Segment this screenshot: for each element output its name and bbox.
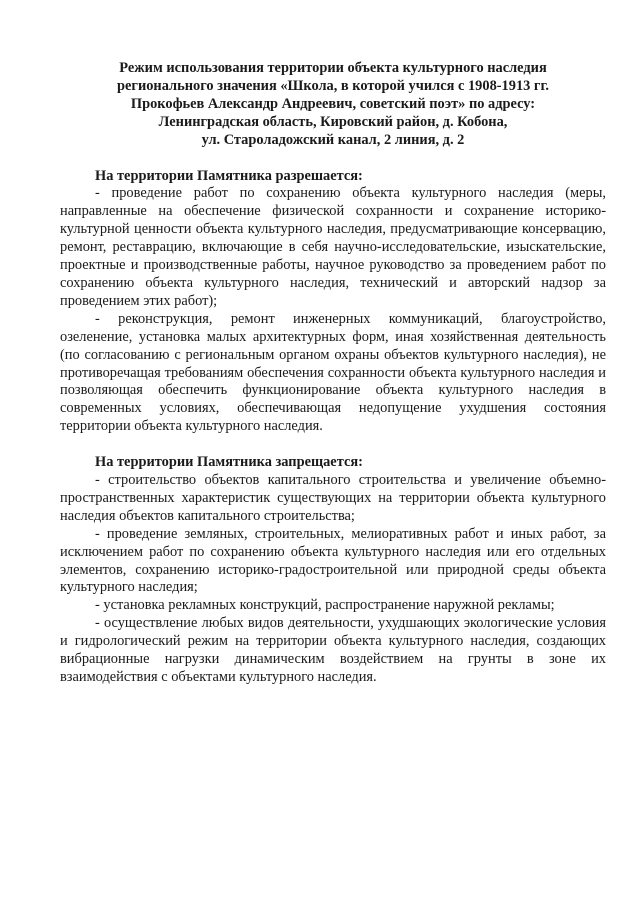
prohibited-section (60, 454, 606, 687)
prohibited-item: - осуществление любых видов деятельности, ухудшающих экологические условия и гидрологический режим на территории объекта культурного наследия, создающих вибрационные нагрузки динамическим воздействием на грунты в зоне их взаимодействия с объектами культурного наследия. (60, 615, 606, 685)
permitted-item: - реконструкция, ремонт инженерных коммуникаций, благоустройство, озеленение, установка малых архитектурных форм, иная хозяйственная деятельность (по согласованию с региональным органом охраны объектов культурного наследия), не противоречащая требованиям обеспечения сохранности объекта культурного наследия и позволяющая обеспечить функционирование объекта культурного наследия в современных условиях, обеспечивающая недопущение ухудшения состояния территории объекта культурного наследия. (60, 310, 606, 435)
title-line: Прокофьев Александр Андреевич, советский поэт» по адресу: (130, 95, 536, 112)
document-title (60, 60, 606, 150)
prohibited-item: - установка рекламных конструкций, распространение наружной рекламы; (95, 597, 555, 614)
title-line: ул. Староладожский канал, 2 линия, д. 2 (201, 131, 465, 148)
prohibited-heading: На территории Памятника запрещается: (95, 454, 363, 471)
prohibited-item: - проведение земляных, строительных, мелиоративных работ и иных работ, за исключением работ по сохранению объекта культурного наследия или его отдельных элементов, сохранению историко-градостроительной или природной среды объекта культурного наследия; (60, 525, 606, 596)
prohibited-item: - строительство объектов капитального строительства и увеличение объемно-пространственных характеристик существующих на территории объекта культурного наследия объектов капитального строительства; (60, 472, 606, 524)
permitted-heading: На территории Памятника разрешается: (95, 167, 363, 184)
title-line: Ленинградская область, Кировский район, д. Кобона, (158, 113, 508, 130)
permitted-section (60, 168, 606, 437)
title-line: Режим использования территории объекта культурного наследия (119, 60, 547, 76)
section-gap (60, 436, 606, 454)
title-line: регионального значения «Школа, в которой учился с 1908-1913 гг. (117, 77, 549, 94)
document-page (60, 60, 606, 687)
permitted-item: - проведение работ по сохранению объекта культурного наследия (меры, направленные на обеспечение физической сохранности и сохранение историко-культурной ценности объекта культурного наследия, предусматривающие консервацию, ремонт, реставрацию, включающие в себя научно-исследовательские, изыскательские, проектные и производственные работы, научное руководство за проведением работ по сохранению объекта культурного наследия, технический и авторский надзор за проведением этих работ); (60, 185, 606, 309)
